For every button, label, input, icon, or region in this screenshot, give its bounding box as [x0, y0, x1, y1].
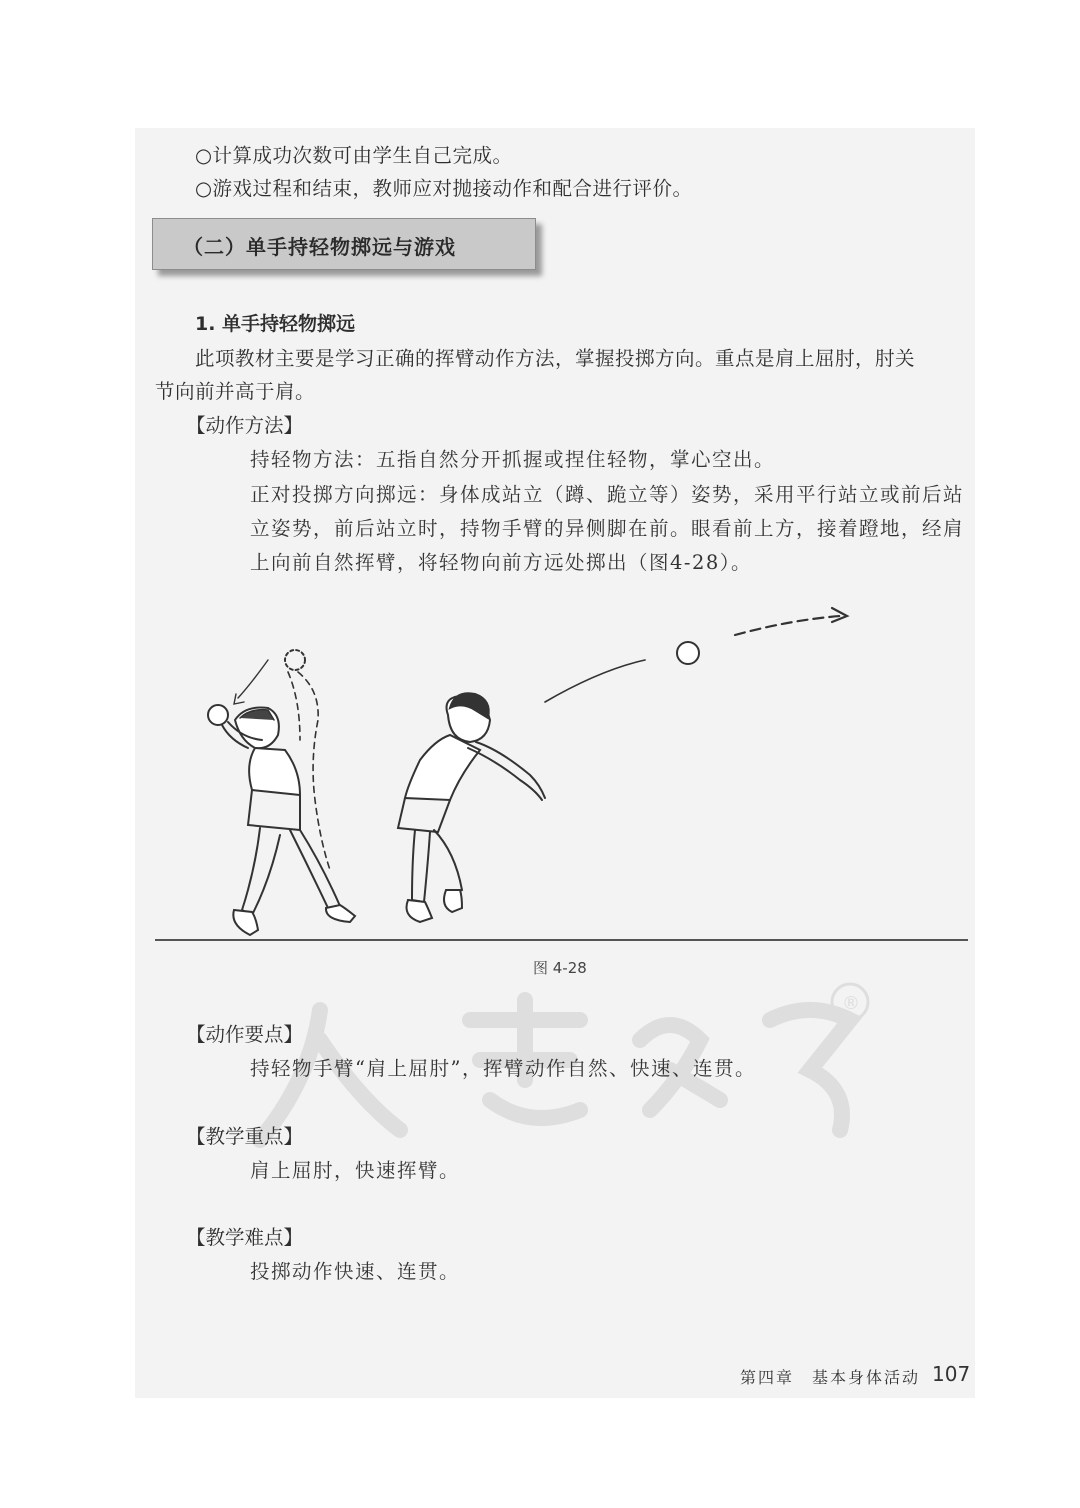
teaching-difficulty-text: 投掷动作快速、连贯。: [250, 1260, 461, 1283]
teaching-difficulty-header: 【教学难点】: [186, 1226, 304, 1249]
method-header: 【动作方法】: [186, 414, 304, 437]
bullet-evaluation: ○游戏过程和结束，教师应对抛接动作和配合进行评价。: [195, 177, 693, 200]
key-points-text: 持轻物手臂“肩上屈肘”，挥臂动作自然、快速、连贯。: [250, 1057, 756, 1080]
method-line3: 立姿势，前后站立时，持物手臂的异侧脚在前。眼看前上方，接着蹬地，经肩: [250, 517, 965, 540]
intro-paragraph-line2: 节向前并高于肩。: [155, 380, 316, 403]
method-line4: 上向前自然挥臂，将轻物向前方远处掷出（图4-28）。: [250, 551, 753, 574]
teaching-focus-text: 肩上屈肘，快速挥臂。: [250, 1159, 461, 1182]
key-points-header: 【动作要点】: [186, 1023, 304, 1046]
section-title: （二）单手持轻物掷远与游戏: [183, 235, 456, 259]
method-line2: 正对投掷方向掷远：身体成站立（蹲、跪立等）姿势，采用平行站立或前后站: [250, 483, 965, 506]
method-line1: 持轻物方法：五指自然分开抓握或捏住轻物，掌心空出。: [250, 448, 776, 471]
registered-mark: ®: [842, 993, 860, 1014]
throwing-illustration: [150, 590, 980, 950]
figure-caption: 图 4-28: [533, 959, 587, 977]
page-number: 107: [932, 1362, 971, 1386]
subsection-title: 1. 单手持轻物掷远: [195, 313, 356, 335]
intro-paragraph-line1: 此项教材主要是学习正确的挥臂动作方法，掌握投掷方向。重点是肩上屈肘，肘关: [195, 347, 916, 370]
section-header-box: [152, 218, 536, 270]
teaching-focus-header: 【教学重点】: [186, 1125, 304, 1148]
footer-chapter: 第四章 基本身体活动: [740, 1368, 921, 1387]
bullet-count-success: ○计算成功次数可由学生自己完成。: [195, 144, 513, 167]
